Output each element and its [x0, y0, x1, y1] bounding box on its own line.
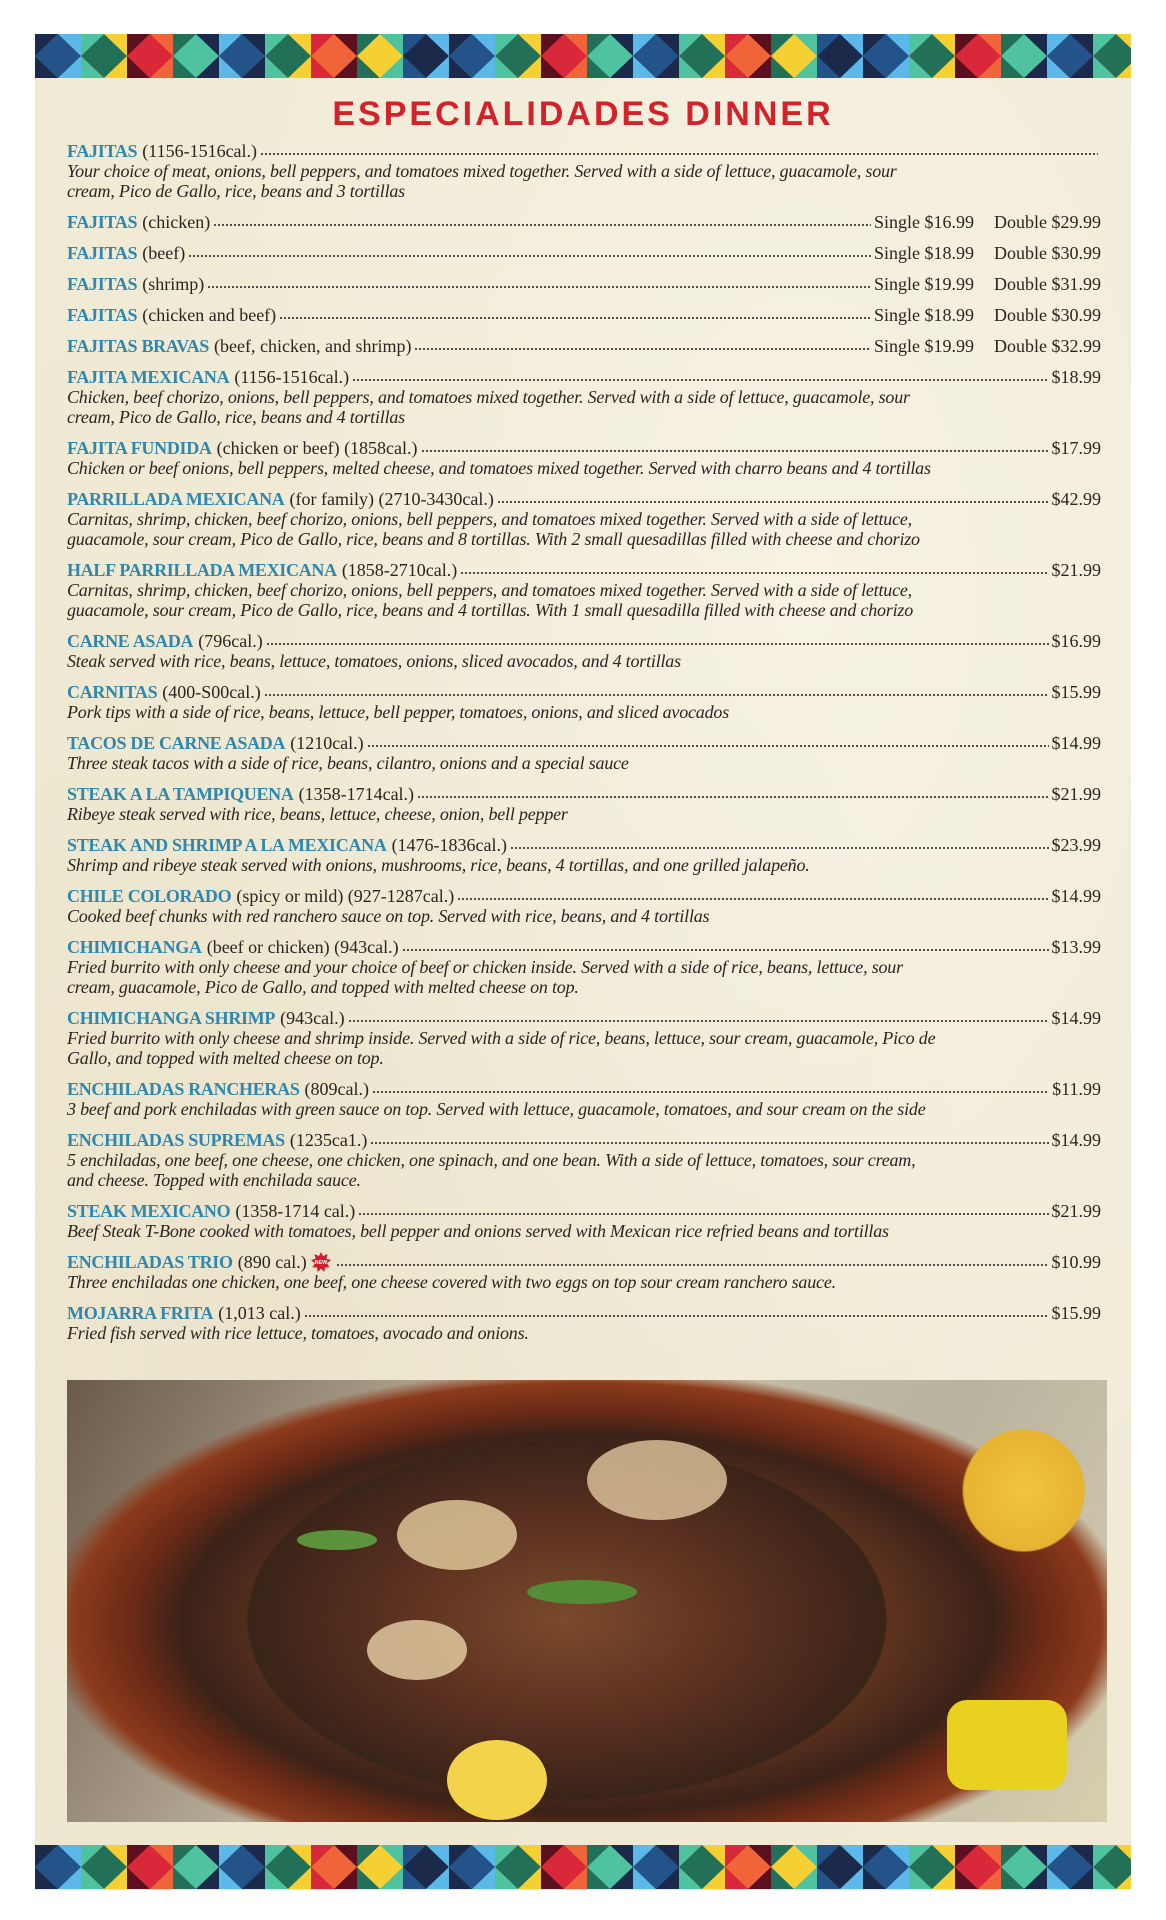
- menu-item-header: [67, 1079, 1101, 1099]
- menu-item: [67, 784, 1101, 824]
- item-description-line: Beef Steak T-Bone cooked with tomatoes, bell pepper and onions served with Mexican rice refried beans and tortillas: [67, 1221, 889, 1241]
- menu-item: [67, 243, 1101, 263]
- item-description-line: Gallo, and topped with melted cheese on top.: [67, 1048, 384, 1068]
- item-name: FAJITAS: [67, 305, 138, 325]
- item-description-line: Cooked beef chunks with red ranchero sauce on top. Served with rice, beans, and 4 tortillas: [67, 906, 710, 926]
- menu-item: [67, 1201, 1101, 1241]
- menu-item-header: [67, 305, 1101, 325]
- item-description-line: Chicken, beef chorizo, onions, bell peppers, and tomatoes mixed together. Served with a side of lettuce, guacamole, sour: [67, 387, 910, 407]
- item-price: $23.99: [1051, 835, 1101, 855]
- item-description-line: Chicken or beef onions, bell peppers, melted cheese, and tomatoes mixed together. Served with charro beans and 4 tortillas: [67, 458, 931, 478]
- item-description-line: Three enchiladas one chicken, one beef, one cheese covered with two eggs on top sour cream ranchero sauce.: [67, 1272, 836, 1292]
- menu-item: [67, 1008, 1101, 1068]
- menu-item-header: [67, 835, 1101, 855]
- item-description-line: and cheese. Topped with enchilada sauce.: [67, 1170, 361, 1190]
- item-name: FAJITAS BRAVAS: [67, 336, 210, 356]
- yellow-handle: [947, 1700, 1067, 1790]
- item-name: FAJITAS: [67, 274, 138, 294]
- item-description-line: Fried burrito with only cheese and your choice of beef or chicken inside. Served with a side of rice, beans, lettuce, sour: [67, 957, 903, 977]
- item-price: $21.99: [1051, 1201, 1101, 1221]
- menu-item-header: [67, 438, 1101, 458]
- dot-leader: [370, 1141, 1048, 1145]
- menu-item: [67, 489, 1101, 549]
- menu-item: [67, 274, 1101, 294]
- item-detail: (spicy or mild) (927-1287cal.): [236, 886, 455, 906]
- green-pepper: [527, 1580, 637, 1604]
- dot-leader: [510, 846, 1048, 850]
- item-detail: (1,013 cal.): [218, 1303, 301, 1323]
- item-detail: (1156-1516cal.): [234, 367, 350, 387]
- item-price: $13.99: [1051, 937, 1101, 957]
- double-price: Double $29.99: [994, 212, 1101, 232]
- item-name: FAJITA FUNDIDA: [67, 438, 212, 458]
- item-price: $14.99: [1051, 1008, 1101, 1028]
- item-name: ENCHILADAS RANCHERAS: [67, 1079, 300, 1099]
- item-detail: (1156-1516cal.): [142, 141, 258, 161]
- menu-item-header: [67, 1008, 1101, 1028]
- item-name: STEAK MEXICANO: [67, 1201, 231, 1221]
- item-price: $16.99: [1051, 631, 1101, 651]
- item-price: $14.99: [1051, 1130, 1101, 1150]
- dot-leader: [336, 1263, 1049, 1267]
- item-detail: (1210cal.): [290, 733, 364, 753]
- item-detail: (1235ca1.): [289, 1130, 368, 1150]
- item-detail: (chicken and beef): [142, 305, 277, 325]
- menu-item-header: [67, 141, 1101, 161]
- menu-item: [67, 367, 1101, 427]
- item-detail: (chicken): [142, 212, 211, 232]
- item-name: FAJITAS: [67, 141, 138, 161]
- item-detail: (beef, chicken, and shrimp): [214, 336, 412, 356]
- menu-item-header: [67, 937, 1101, 957]
- skillet-shape: [247, 1440, 887, 1800]
- chicken-piece: [587, 1440, 727, 1520]
- item-name: ENCHILADAS TRIO: [67, 1252, 233, 1272]
- page-title: ESPECIALIDADES DINNER: [332, 95, 834, 133]
- menu-item-header: [67, 1252, 1101, 1272]
- item-price: $14.99: [1051, 733, 1101, 753]
- item-name: CHILE COLORADO: [67, 886, 232, 906]
- item-name: MOJARRA FRITA: [67, 1303, 214, 1323]
- decorative-diamond-band-top: [35, 34, 1131, 78]
- single-price: Single $18.99: [873, 305, 974, 325]
- menu-item-header: [67, 784, 1101, 804]
- item-description-line: Pork tips with a side of rice, beans, lettuce, bell pepper, tomatoes, onions, and sliced avocados: [67, 702, 729, 722]
- menu-item-header: [67, 733, 1101, 753]
- menu-item: [67, 835, 1101, 875]
- menu-item-header: [67, 336, 1101, 356]
- item-detail: (1476-1836cal.): [391, 835, 508, 855]
- dot-leader: [304, 1314, 1049, 1318]
- item-description-line: cream, Pico de Gallo, rice, beans and 4 tortillas: [67, 407, 405, 427]
- menu-item-header: [67, 212, 1101, 232]
- menu-item-header: [67, 886, 1101, 906]
- item-detail: (for family) (2710-3430cal.): [289, 489, 494, 509]
- green-pepper: [297, 1530, 377, 1550]
- item-detail: (1858-2710cal.): [341, 560, 458, 580]
- menu-item: [67, 733, 1101, 773]
- double-price: Double $32.99: [994, 336, 1101, 356]
- item-name: PARRILLADA MEXICANA: [67, 489, 285, 509]
- menu-item: [67, 336, 1101, 356]
- item-detail: (beef or chicken) (943cal.): [206, 937, 399, 957]
- dot-leader: [207, 285, 871, 289]
- item-description-line: cream, Pico de Gallo, rice, beans and 3 tortillas: [67, 181, 405, 201]
- item-name: FAJITAS: [67, 212, 138, 232]
- menu-item: [67, 1252, 1101, 1292]
- item-name: FAJITA MEXICANA: [67, 367, 230, 387]
- item-detail: (943cal.): [280, 1008, 345, 1028]
- item-name: HALF PARRILLADA MEXICANA: [67, 560, 337, 580]
- dot-leader: [348, 1019, 1049, 1023]
- menu-item: [67, 886, 1101, 926]
- item-price: $21.99: [1051, 784, 1101, 804]
- dot-leader: [421, 449, 1049, 453]
- item-name: STEAK AND SHRIMP A LA MEXICANA: [67, 835, 387, 855]
- item-price: $17.99: [1051, 438, 1101, 458]
- dot-leader: [372, 1090, 1049, 1094]
- item-description-line: guacamole, sour cream, Pico de Gallo, rice, beans and 4 tortillas. With 1 small quesadilla filled with cheese and chorizo: [67, 600, 914, 620]
- menu-item-header: [67, 1201, 1101, 1221]
- dot-leader: [264, 693, 1049, 697]
- item-price: $15.99: [1051, 682, 1101, 702]
- new-badge-label: NEW: [314, 1260, 327, 1266]
- dot-leader: [266, 642, 1049, 646]
- item-detail: (796cal.): [198, 631, 263, 651]
- single-price: Single $19.99: [873, 274, 974, 294]
- item-description-line: Carnitas, shrimp, chicken, beef chorizo, onions, bell peppers, and tomatoes mixed together. Served with a side of lettuce,: [67, 509, 912, 529]
- item-description-line: 5 enchiladas, one beef, one cheese, one chicken, one spinach, and one bean. With a side of lettuce, tomatoes, sour cream,: [67, 1150, 916, 1170]
- chicken-piece: [397, 1500, 517, 1570]
- item-description-line: Ribeye steak served with rice, beans, lettuce, cheese, onion, bell pepper: [67, 804, 568, 824]
- new-badge-icon: [311, 1252, 331, 1272]
- menu-item: [67, 305, 1101, 325]
- menu-item: [67, 682, 1101, 722]
- menu-item: [67, 631, 1101, 671]
- item-name: CHIMICHANGA: [67, 937, 202, 957]
- item-detail: (1358-1714cal.): [298, 784, 415, 804]
- item-price: $11.99: [1052, 1079, 1101, 1099]
- dot-leader: [417, 795, 1048, 799]
- item-description-line: 3 beef and pork enchiladas with green sauce on top. Served with lettuce, guacamole, tomatoes, and sour cream on the side: [67, 1099, 926, 1119]
- single-price: Single $16.99: [873, 212, 974, 232]
- dot-leader: [260, 152, 1098, 156]
- double-price: Double $31.99: [994, 274, 1101, 294]
- dot-leader: [213, 223, 871, 227]
- double-price: Double $30.99: [994, 305, 1101, 325]
- dot-leader: [457, 897, 1048, 901]
- decorative-diamond-band-bottom: [35, 1845, 1131, 1889]
- item-detail: (beef): [142, 243, 186, 263]
- dot-leader: [402, 948, 1049, 952]
- item-price: $42.99: [1051, 489, 1101, 509]
- dot-leader: [414, 347, 871, 351]
- menu-item-header: [67, 682, 1101, 702]
- item-description-line: Your choice of meat, onions, bell peppers, and tomatoes mixed together. Served with a side of lettuce, guacamole, sour: [67, 161, 897, 181]
- dot-leader: [188, 254, 871, 258]
- item-name: CARNE ASADA: [67, 631, 194, 651]
- menu-item-header: [67, 274, 1101, 294]
- menu-item: [67, 560, 1101, 620]
- menu-item-header: [67, 560, 1101, 580]
- item-price: $18.99: [1051, 367, 1101, 387]
- dot-leader: [367, 744, 1049, 748]
- item-name: FAJITAS: [67, 243, 138, 263]
- item-detail: (400-S00cal.): [162, 682, 261, 702]
- menu-item: [67, 1130, 1101, 1190]
- dot-leader: [460, 571, 1048, 575]
- item-price: $15.99: [1051, 1303, 1101, 1323]
- item-name: CHIMICHANGA SHRIMP: [67, 1008, 276, 1028]
- fajitas-photo: [67, 1380, 1107, 1822]
- menu-item-header: [67, 1303, 1101, 1323]
- item-detail: (1358-1714 cal.): [235, 1201, 356, 1221]
- menu-item: [67, 141, 1101, 201]
- item-detail: (chicken or beef) (1858cal.): [216, 438, 418, 458]
- item-detail: (809cal.): [304, 1079, 370, 1099]
- menu-item: [67, 438, 1101, 478]
- item-price: $21.99: [1051, 560, 1101, 580]
- item-description-line: guacamole, sour cream, Pico de Gallo, rice, beans and 8 tortillas. With 2 small quesadillas filled with cheese and chorizo: [67, 529, 920, 549]
- item-description-line: Steak served with rice, beans, lettuce, tomatoes, onions, sliced avocados, and 4 tortillas: [67, 651, 681, 671]
- item-name: STEAK A LA TAMPIQUENA: [67, 784, 294, 804]
- menu-item-header: [67, 367, 1101, 387]
- chicken-piece: [367, 1620, 467, 1680]
- dot-leader: [279, 316, 871, 320]
- item-description-line: Carnitas, shrimp, chicken, beef chorizo, onions, bell peppers, and tomatoes mixed together. Served with a side of lettuce,: [67, 580, 912, 600]
- menu-item: [67, 937, 1101, 997]
- item-description-line: Shrimp and ribeye steak served with onions, mushrooms, rice, beans, 4 tortillas, and one grilled jalapeño.: [67, 855, 810, 875]
- item-description-line: Fried burrito with only cheese and shrimp inside. Served with a side of rice, beans, lettuce, sour cream, guacamole, Pico de: [67, 1028, 936, 1048]
- single-price: Single $18.99: [873, 243, 974, 263]
- menu-item-header: [67, 1130, 1101, 1150]
- menu-item-header: [67, 243, 1101, 263]
- lemon-wedge: [447, 1740, 547, 1820]
- item-name: ENCHILADAS SUPREMAS: [67, 1130, 285, 1150]
- menu-item-header: [67, 489, 1101, 509]
- menu-item: [67, 1303, 1101, 1343]
- menu-item: [67, 212, 1101, 232]
- item-detail: (shrimp): [142, 274, 205, 294]
- item-detail: (890 cal.): [237, 1252, 307, 1272]
- menu-item-header: [67, 631, 1101, 651]
- item-name: TACOS DE CARNE ASADA: [67, 733, 286, 753]
- item-price: $10.99: [1051, 1252, 1101, 1272]
- dot-leader: [358, 1212, 1048, 1216]
- double-price: Double $30.99: [994, 243, 1101, 263]
- item-description-line: Fried fish served with rice lettuce, tomatoes, avocado and onions.: [67, 1323, 529, 1343]
- item-description-line: Three steak tacos with a side of rice, beans, cilantro, onions and a special sauce: [67, 753, 629, 773]
- menu-item: [67, 1079, 1101, 1119]
- dot-leader: [352, 378, 1048, 382]
- single-price: Single $19.99: [873, 336, 974, 356]
- dot-leader: [497, 500, 1049, 504]
- item-description-line: cream, guacamole, Pico de Gallo, and topped with melted cheese on top.: [67, 977, 579, 997]
- item-price: $14.99: [1051, 886, 1101, 906]
- menu-item-list: [67, 141, 1101, 1354]
- item-name: CARNITAS: [67, 682, 158, 702]
